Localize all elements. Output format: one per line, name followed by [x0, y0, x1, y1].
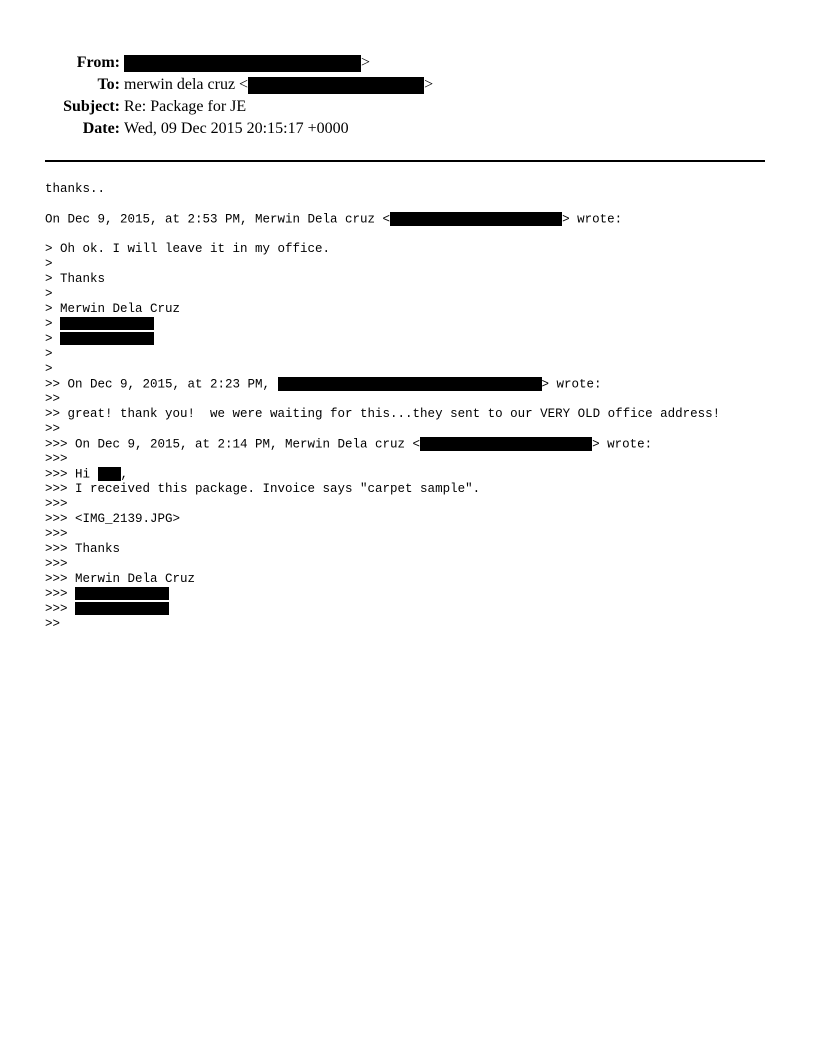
subject-label: Subject: — [63, 98, 120, 115]
redaction-box — [75, 587, 169, 600]
redaction-box — [390, 212, 562, 226]
attribution-suffix: > wrote: — [541, 377, 602, 392]
subject-value: Re: Package for JE — [124, 98, 247, 115]
attribution-text: >>> On Dec 9, 2015, at 2:14 PM, Merwin Dela cruz < — [45, 437, 421, 452]
from-label: From: — [76, 54, 120, 71]
quoted-line: >>> — [45, 527, 68, 541]
quoted-line: > — [45, 362, 53, 376]
quoted-line — [45, 332, 785, 347]
blank-line — [45, 227, 785, 242]
quoted-line: > Merwin Dela Cruz — [45, 302, 181, 316]
quoted-line: >>> Merwin Dela Cruz — [45, 572, 196, 586]
quoted-line — [45, 602, 785, 617]
greeting-suffix: , — [120, 467, 129, 482]
quote-marker: > — [45, 317, 61, 331]
attribution-text: >> On Dec 9, 2015, at 2:23 PM, — [45, 377, 278, 392]
header-divider — [45, 160, 765, 162]
quoted-line: >> — [45, 617, 61, 631]
greeting-text: >>> Hi — [45, 467, 98, 482]
quoted-line: > — [45, 257, 53, 271]
quoted-line: > — [45, 347, 53, 361]
attribution-suffix: > wrote: — [592, 437, 653, 452]
blank-line — [45, 197, 785, 212]
quoted-line — [45, 317, 785, 332]
redaction-box — [420, 437, 592, 451]
quoted-line: >>> — [45, 497, 68, 511]
quoted-line: >>> Thanks — [45, 542, 121, 556]
quoted-line: > Oh ok. I will leave it in my office. — [45, 242, 331, 256]
date-value: Wed, 09 Dec 2015 20:15:17 +0000 — [124, 120, 349, 137]
to-label: To: — [97, 76, 120, 93]
to-value — [124, 74, 433, 96]
quoted-line: >>> — [45, 557, 68, 571]
redaction-box — [124, 55, 361, 72]
date-label: Date: — [82, 120, 120, 137]
quote-marker: >>> — [45, 602, 76, 616]
redaction-box — [248, 77, 424, 94]
attribution-suffix: > wrote: — [562, 212, 623, 227]
email-body — [45, 182, 785, 632]
quoted-line — [45, 587, 785, 602]
quoted-line: >> — [45, 422, 61, 436]
to-name: merwin dela cruz < — [124, 76, 249, 93]
quoted-line: >>> — [45, 452, 68, 466]
quote-marker: >>> — [45, 587, 76, 601]
quoted-line: >> — [45, 392, 61, 406]
attachment-reference: >>> <IMG_2139.JPG> — [45, 512, 181, 526]
redaction-box — [98, 467, 121, 481]
redaction-box — [75, 602, 169, 615]
body-line: thanks.. — [45, 182, 106, 196]
quoted-line: >>> I received this package. Invoice says "carpet sample". — [45, 482, 481, 496]
from-value — [124, 52, 370, 74]
quote-marker: > — [45, 332, 61, 346]
quoted-line: > — [45, 287, 53, 301]
quoted-line: >> great! thank you! we were waiting for this...they sent to our VERY OLD office address! — [45, 407, 721, 421]
redaction-box — [60, 317, 154, 330]
quoted-attribution — [45, 437, 785, 452]
to-suffix: > — [424, 76, 434, 93]
redaction-box — [278, 377, 542, 391]
redaction-box — [60, 332, 154, 345]
from-suffix: > — [361, 54, 371, 71]
attribution-text: On Dec 9, 2015, at 2:53 PM, Merwin Dela cruz < — [45, 212, 391, 227]
reply-attribution — [45, 212, 785, 227]
quoted-line — [45, 467, 785, 482]
quoted-line: > Thanks — [45, 272, 106, 286]
quoted-attribution — [45, 377, 785, 392]
